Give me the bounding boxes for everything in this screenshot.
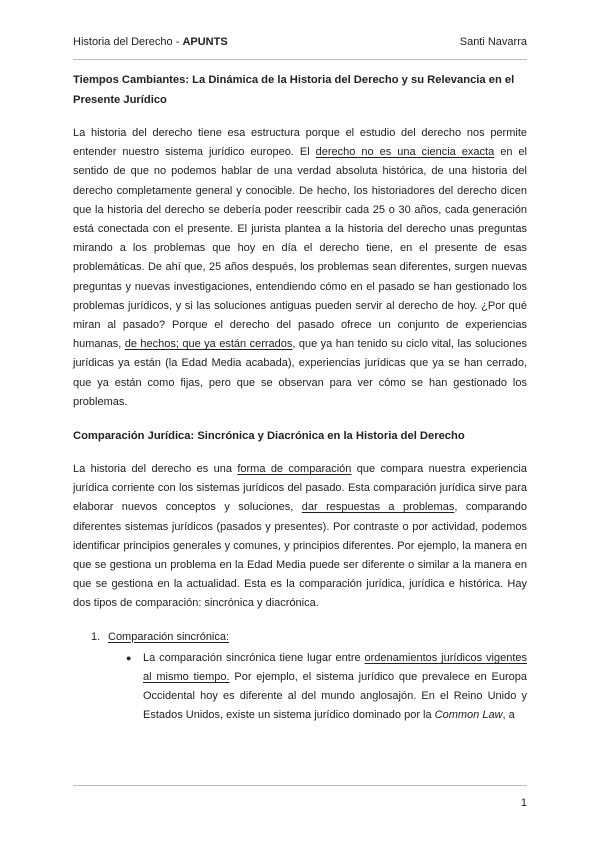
page-header	[73, 36, 527, 48]
list-item-label: Comparación sincrónica:	[108, 630, 230, 643]
underlined-phrase: de hechos; que ya están cerrados	[124, 338, 293, 351]
bullet-icon: ●	[126, 652, 132, 663]
header-title-bold: APUNTS	[182, 36, 228, 48]
header-title: Historia del Derecho - APUNTS	[73, 36, 228, 48]
list-number: 1.	[91, 630, 101, 643]
header-author: Santi Navarra	[459, 36, 527, 48]
section-2-paragraph: La historia del derecho es una forma de comparación que compara nuestra experiencia jurídica corriente con los sistemas jurídicos del pasado. Esta comparación jurídica sirve para elaborar nuevos conceptos y soluciones, dar respuestas a problemas, comparando diferentes sistemas jurídicos (pasados y presentes). Por contraste o por actividad, podemos identificar principios generales y comunes, y principios diferentes. Por ejemplo, la manera en que se gestiona un problema en la Edad Media puede ser diferente o similar a la manera en que se gestiona en la actualidad. Esta es la comparación jurídica, jurídica e histórica. Hay dos tipos de comparación: sincrónica y diacrónica.	[73, 463, 527, 610]
page-number: 1	[520, 797, 527, 809]
list-item	[73, 628, 527, 647]
section-1-paragraph: La historia del derecho tiene esa estructura porque el estudio del derecho nos permite entender nuestro sistema jurídico europeo. El derecho no es una ciencia exacta en el sentido de que no podemos hablar de una verdad absoluta histórica, de una historia del derecho completamente general y conocible. De hecho, los historiadores del derecho dicen que la historia del derecho se debería poder reescribir cada 25 o 30 años, cada generación está conectada con el presente. El jurista plantea a la historia del derecho unas preguntas mirando a los problemas que hoy en día el derecho tiene, en el presente de esas problemáticas. De ahí que, 25 años después, los problemas sean diferentes, surgen nuevas preguntas y nuevas investigaciones, entendiendo cómo en el pasado se han gestionado los problemas jurídicos, y si las soluciones antiguas pueden servir al derecho de hoy. ¿Por qué miran al pasado? Porque el derecho del pasado ofrece un conjunto de experiencias humanas, de hechos; que ya están cerrados, que ya han tenido su ciclo vital, las soluciones jurídicas ya están (la Edad Media acabada), experiencias jurídicas que ya se han cerrado, que ya están como fijas, pero que se observan para ver cómo se han gestionado los problemas.	[73, 127, 527, 408]
page-content	[73, 70, 527, 726]
underlined-phrase: forma de comparación	[237, 463, 352, 476]
bullet-item	[73, 649, 527, 726]
section-2-heading: Comparación Jurídica: Sincrónica y Diacrónica en la Historia del Derecho	[73, 430, 465, 443]
footer-divider	[73, 785, 527, 786]
underlined-phrase: ordenamientos jurídicos vigentes al mismo tiempo.	[143, 651, 527, 684]
numbered-list	[73, 628, 527, 726]
bullet-text: La comparación sincrónica tiene lugar entre ordenamientos jurídicos vigentes al mismo tiempo. Por ejemplo, el sistema jurídico que prevalece en Europa Occidental hoy es diferente al del mundo anglosajón. En el Reino Unido y Estados Unidos, existe un sistema jurídico dominado por la Common Law, a	[143, 651, 528, 722]
section-1-heading: Tiempos Cambiantes: La Dinámica de la Historia del Derecho y su Relevancia en el Presente Jurídico	[73, 74, 515, 106]
header-divider	[73, 59, 527, 60]
italic-term: Common Law	[434, 709, 503, 722]
underlined-phrase: derecho no es una ciencia exacta	[315, 146, 495, 159]
underlined-phrase: dar respuestas a problemas	[301, 501, 455, 514]
